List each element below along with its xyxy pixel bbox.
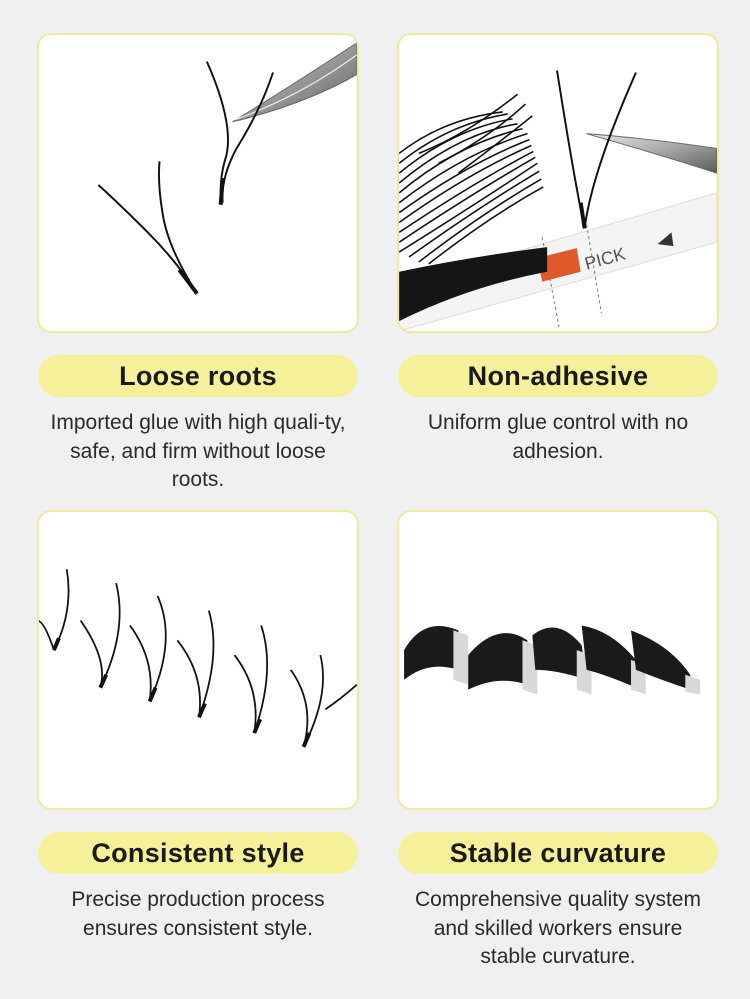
lash-fans-row-illustration xyxy=(39,512,357,808)
strip-label: PICK xyxy=(582,243,628,274)
feature-desc-stable-curvature: Comprehensive quality system and skilled workers ensure stable curvature. xyxy=(415,888,701,968)
feature-image-stable-curvature xyxy=(397,510,719,810)
lash-strip-pick-illustration xyxy=(399,35,717,331)
feature-image-non-adhesive xyxy=(397,33,719,333)
feature-desc-consistent-style: Precise production process ensures consistent style. xyxy=(71,888,325,940)
feature-title-non-adhesive: Non-adhesive xyxy=(398,355,718,397)
feature-image-consistent-style xyxy=(37,510,359,810)
feature-title-loose-roots: Loose roots xyxy=(38,355,358,397)
lash-curl-strips-illustration xyxy=(399,512,717,808)
feature-desc-loose-roots: Imported glue with high quali-ty, safe, and firm without loose roots. xyxy=(50,411,346,491)
feature-image-loose-roots xyxy=(37,33,359,333)
feature-title-stable-curvature: Stable curvature xyxy=(398,832,718,874)
feature-title-consistent-style: Consistent style xyxy=(38,832,358,874)
lash-fans-with-tweezers-illustration xyxy=(39,35,357,331)
feature-desc-non-adhesive: Uniform glue control with no adhesion. xyxy=(427,411,689,463)
